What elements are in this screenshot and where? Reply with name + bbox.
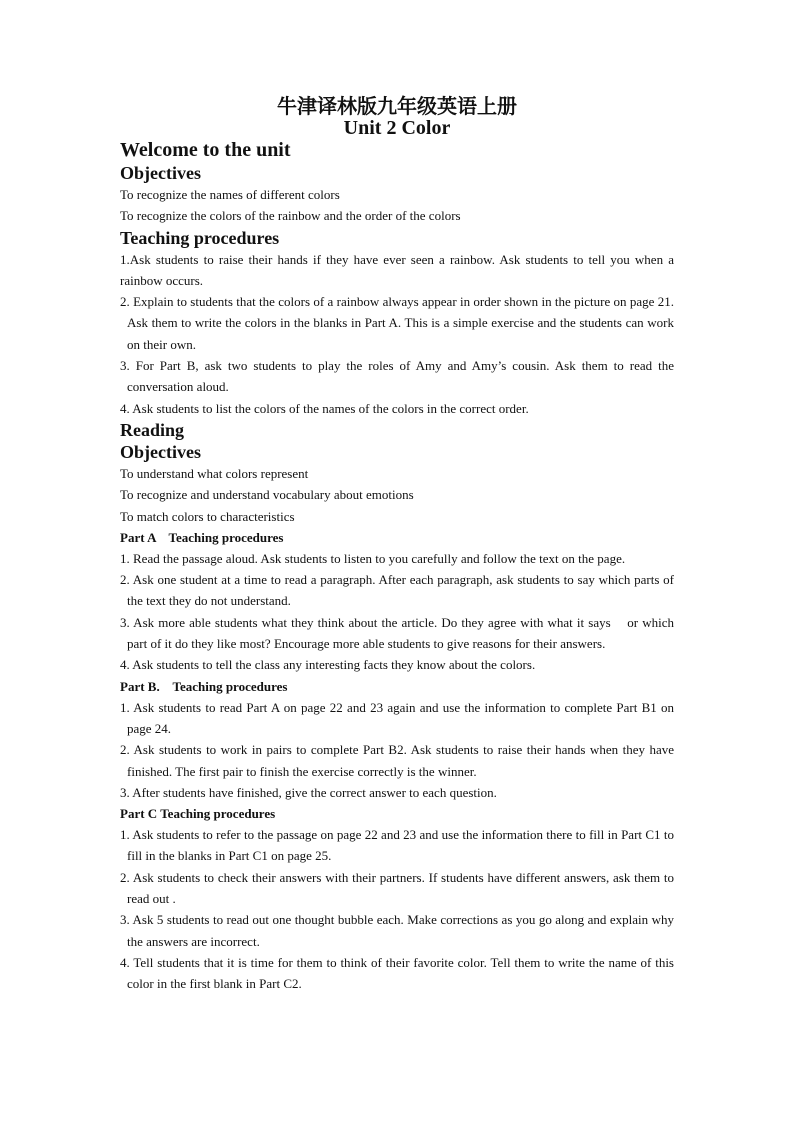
objective-item: To recognize the colors of the rainbow and the order of the colors xyxy=(120,208,461,224)
part-a-heading: Part A Teaching procedures xyxy=(120,529,284,545)
procedure-item: 4. Tell students that it is time for them to think of their favorite color. Tell them to write the name of this color in the first blank in Part C2. xyxy=(120,954,674,992)
procedure-item: 2. Explain to students that the colors of a rainbow always appear in order shown in the picture on page 21. Ask them to write the colors in the blanks in Part A. This is a simple exercise and the students can work on their own. xyxy=(120,294,674,352)
procedure-item: 3. Ask more able students what they think about the article. Do they agree with what it says or which part of it do they like most? Encourage more able students to give reasons for their answers. xyxy=(120,614,678,652)
section-heading-welcome: Welcome to the unit xyxy=(120,139,291,161)
objective-item: To match colors to characteristics xyxy=(120,508,295,524)
procedure-item: 2. Ask students to check their answers with their partners. If students have different answers, ask them to read out . xyxy=(120,869,674,907)
objective-item: To recognize the names of different colors xyxy=(120,187,340,202)
procedure-item: 3. After students have finished, give the correct answer to each question. xyxy=(120,784,497,800)
procedure-item: 4. Ask students to tell the class any interesting facts they know about the colors. xyxy=(120,657,536,673)
part-c-heading: Part C Teaching procedures xyxy=(120,806,276,822)
procedure-item: 1. Read the passage aloud. Ask students to listen to you carefully and follow the text on the page. xyxy=(120,550,626,566)
document-title-chinese: 牛津译林版九年级英语上册 xyxy=(277,94,517,118)
procedure-item: 2. Ask one student at a time to read a paragraph. After each paragraph, ask students to say which parts of the text they do not understand. xyxy=(120,572,674,609)
procedure-item: 1.Ask students to raise their hands if they have ever seen a rainbow. Ask students to tell you when a rainbow occurs. xyxy=(120,251,674,288)
procedure-item: 3. For Part B, ask two students to play the roles of Amy and Amy’s cousin. Ask them to read the conversation aloud. xyxy=(120,358,674,395)
objectives-heading-welcome: Objectives xyxy=(120,163,201,183)
procedure-item: 4. Ask students to list the colors of the names of the colors in the correct order. xyxy=(120,400,529,416)
document-title-english: Unit 2 Color xyxy=(343,117,451,139)
objective-item: To recognize and understand vocabulary about emotions xyxy=(120,487,414,503)
procedure-item: 1. Ask students to refer to the passage on page 22 and 23 and use the information there to fill in Part C1 to fill in the blanks in Part C1 on page 25. xyxy=(120,827,674,864)
procedure-item: 1. Ask students to read Part A on page 22 and 23 again and use the information to complete Part B1 on page 24. xyxy=(120,699,674,736)
objective-item: To understand what colors represent xyxy=(120,465,309,481)
procedures-heading-welcome: Teaching procedures xyxy=(120,227,280,248)
procedure-item: 3. Ask 5 students to read out one thought bubble each. Make corrections as you go along and explain why the answers are incorrect. xyxy=(120,912,674,949)
procedure-item: 2. Ask students to work in pairs to complete Part B2. Ask students to raise their hands when they have finished. The first pair to finish the exercise correctly is the winner. xyxy=(120,742,674,779)
section-heading-reading: Reading xyxy=(120,419,185,440)
document-body xyxy=(120,138,678,995)
part-b-heading: Part B. Teaching procedures xyxy=(120,678,288,694)
objectives-heading-reading: Objectives xyxy=(120,441,201,462)
